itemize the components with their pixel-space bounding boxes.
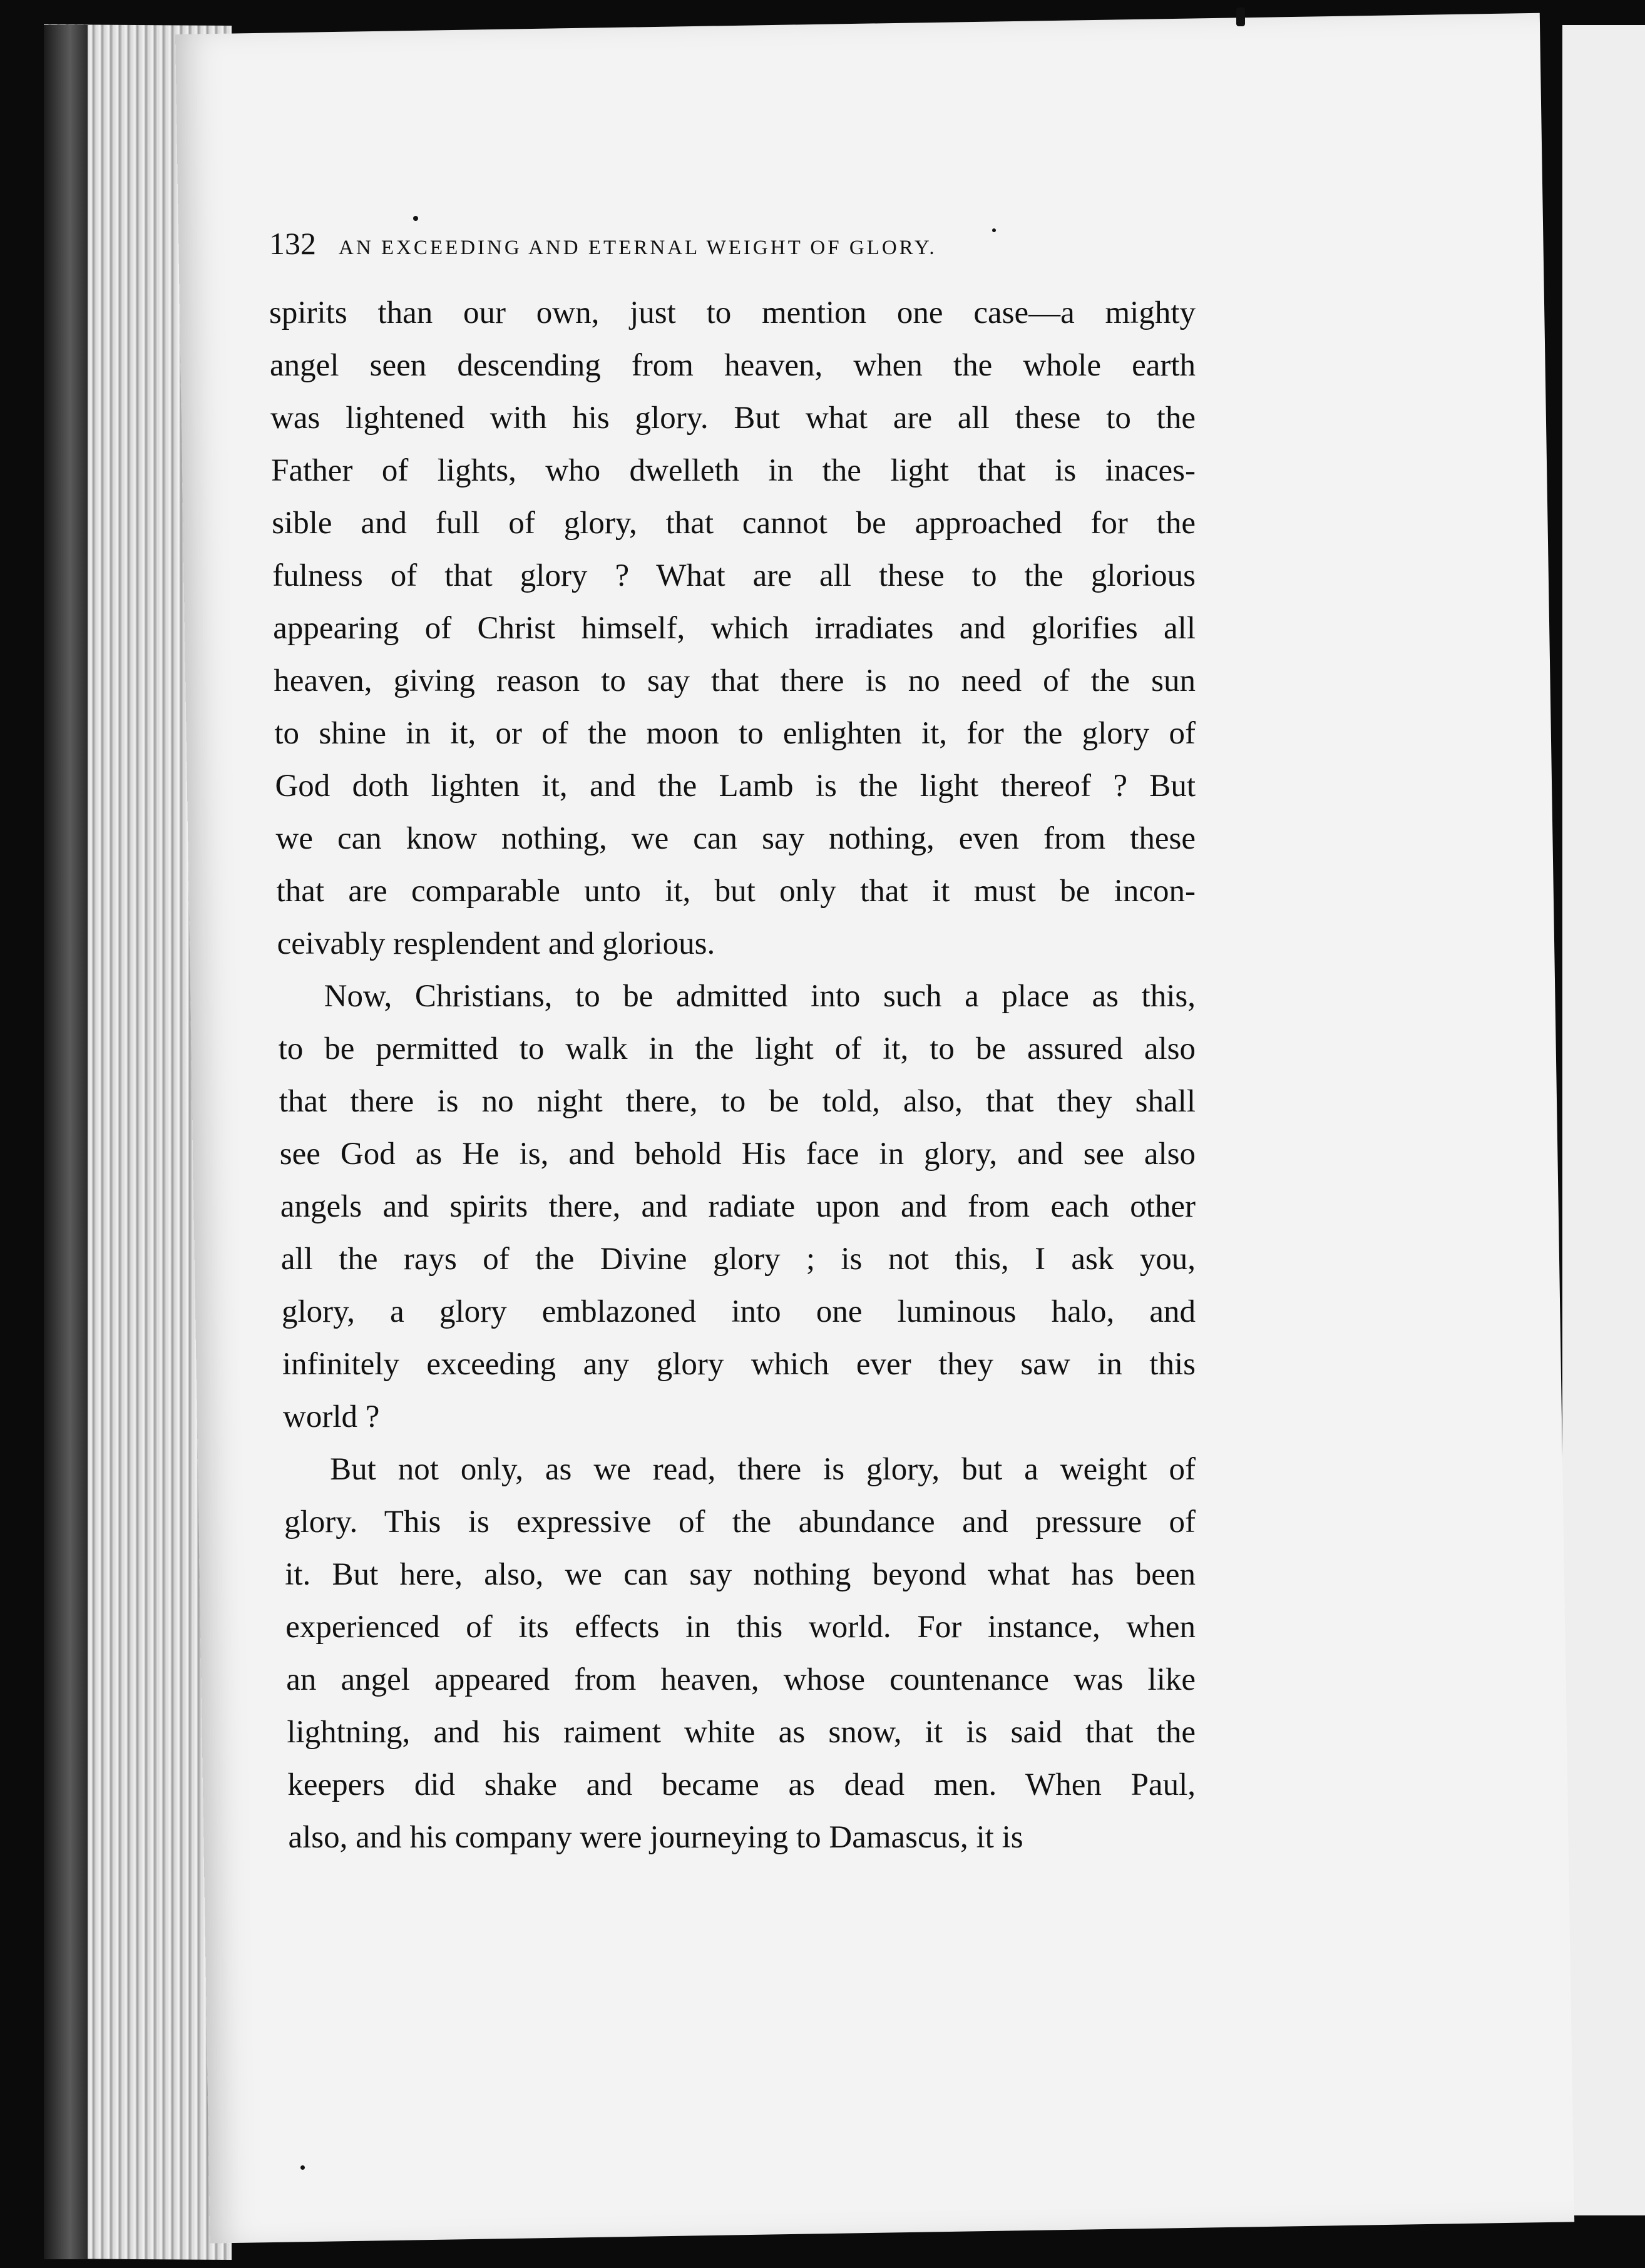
page-number: 132 xyxy=(269,226,316,261)
text-line: ceivably resplendent and glorious. xyxy=(277,926,715,961)
text-line: heaven, giving reason to say that there is no need of the sun xyxy=(274,663,1196,698)
text-line: all the rays of the Divine glory ; is not this, I ask you, xyxy=(280,1242,1196,1277)
text-line: to shine in it, or of the moon to enlighten it, for the glory of xyxy=(274,716,1196,751)
text-line: glory, a glory emblazoned into one luminous halo, and xyxy=(281,1294,1196,1329)
text-line: glory. This is expressive of the abundance and pressure of xyxy=(284,1504,1196,1540)
text-line: infinitely exceeding any glory which ever they saw in this xyxy=(282,1347,1196,1382)
running-head-title: AN EXCEEDING AND ETERNAL WEIGHT OF GLORY. xyxy=(339,237,937,259)
text-line: see God as He is, and behold His face in glory, and see also xyxy=(279,1137,1196,1172)
text-line: that are comparable unto it, but only that it must be incon- xyxy=(276,874,1196,909)
text-line: also, and his company were journeying to Damascus, it is xyxy=(288,1820,1023,1855)
text-line: angels and spirits there, and radiate upon and from each other xyxy=(280,1189,1196,1224)
text-line: Father of lights, who dwelleth in the light that is inaces- xyxy=(271,453,1196,488)
text-line: God doth lighten it, and the Lamb is the light thereof ? But xyxy=(275,769,1196,804)
facing-page-edge xyxy=(1562,25,1645,2215)
text-line: But not only, as we read, there is glory, but a weight of xyxy=(330,1452,1196,1487)
paragraph xyxy=(269,1443,1196,1864)
paragraph xyxy=(269,970,1196,1443)
book-spine-shadow xyxy=(44,25,88,2259)
page-text xyxy=(269,225,1196,1864)
text-line: we can know nothing, we can say nothing, even from these xyxy=(275,821,1196,856)
text-line: angel seen descending from heaven, when the whole earth xyxy=(270,348,1196,383)
text-line: sible and full of glory, that cannot be approached for the xyxy=(272,506,1196,541)
text-line: fulness of that glory ? What are all these to the glorious xyxy=(272,558,1196,593)
body-text xyxy=(269,287,1196,1864)
text-line: that there is no night there, to be told, also, that they shall xyxy=(279,1084,1196,1119)
text-line: an angel appeared from heaven, whose countenance was like xyxy=(286,1662,1196,1697)
text-line: appearing of Christ himself, which irradiates and glorifies all xyxy=(273,611,1196,646)
paragraph xyxy=(269,287,1196,970)
text-line: spirits than our own, just to mention one case—a mighty xyxy=(269,295,1196,330)
text-line: it. But here, also, we can say nothing beyond what has been xyxy=(285,1557,1196,1592)
text-line: Now, Christians, to be admitted into such a place as this, xyxy=(324,979,1196,1014)
dust-speck xyxy=(1236,8,1245,26)
text-line: world ? xyxy=(283,1399,380,1434)
text-line: lightning, and his raiment white as snow, it is said that the xyxy=(287,1715,1196,1750)
text-line: experienced of its effects in this world. For instance, when xyxy=(285,1610,1196,1645)
text-line: was lightened with his glory. But what are all these to the xyxy=(270,401,1196,436)
text-line: to be permitted to walk in the light of it, to be assured also xyxy=(278,1031,1196,1066)
dust-speck xyxy=(300,2165,305,2170)
text-line: keepers did shake and became as dead men. When Paul, xyxy=(287,1767,1196,1802)
running-head xyxy=(269,225,1196,262)
dust-speck xyxy=(413,216,418,221)
